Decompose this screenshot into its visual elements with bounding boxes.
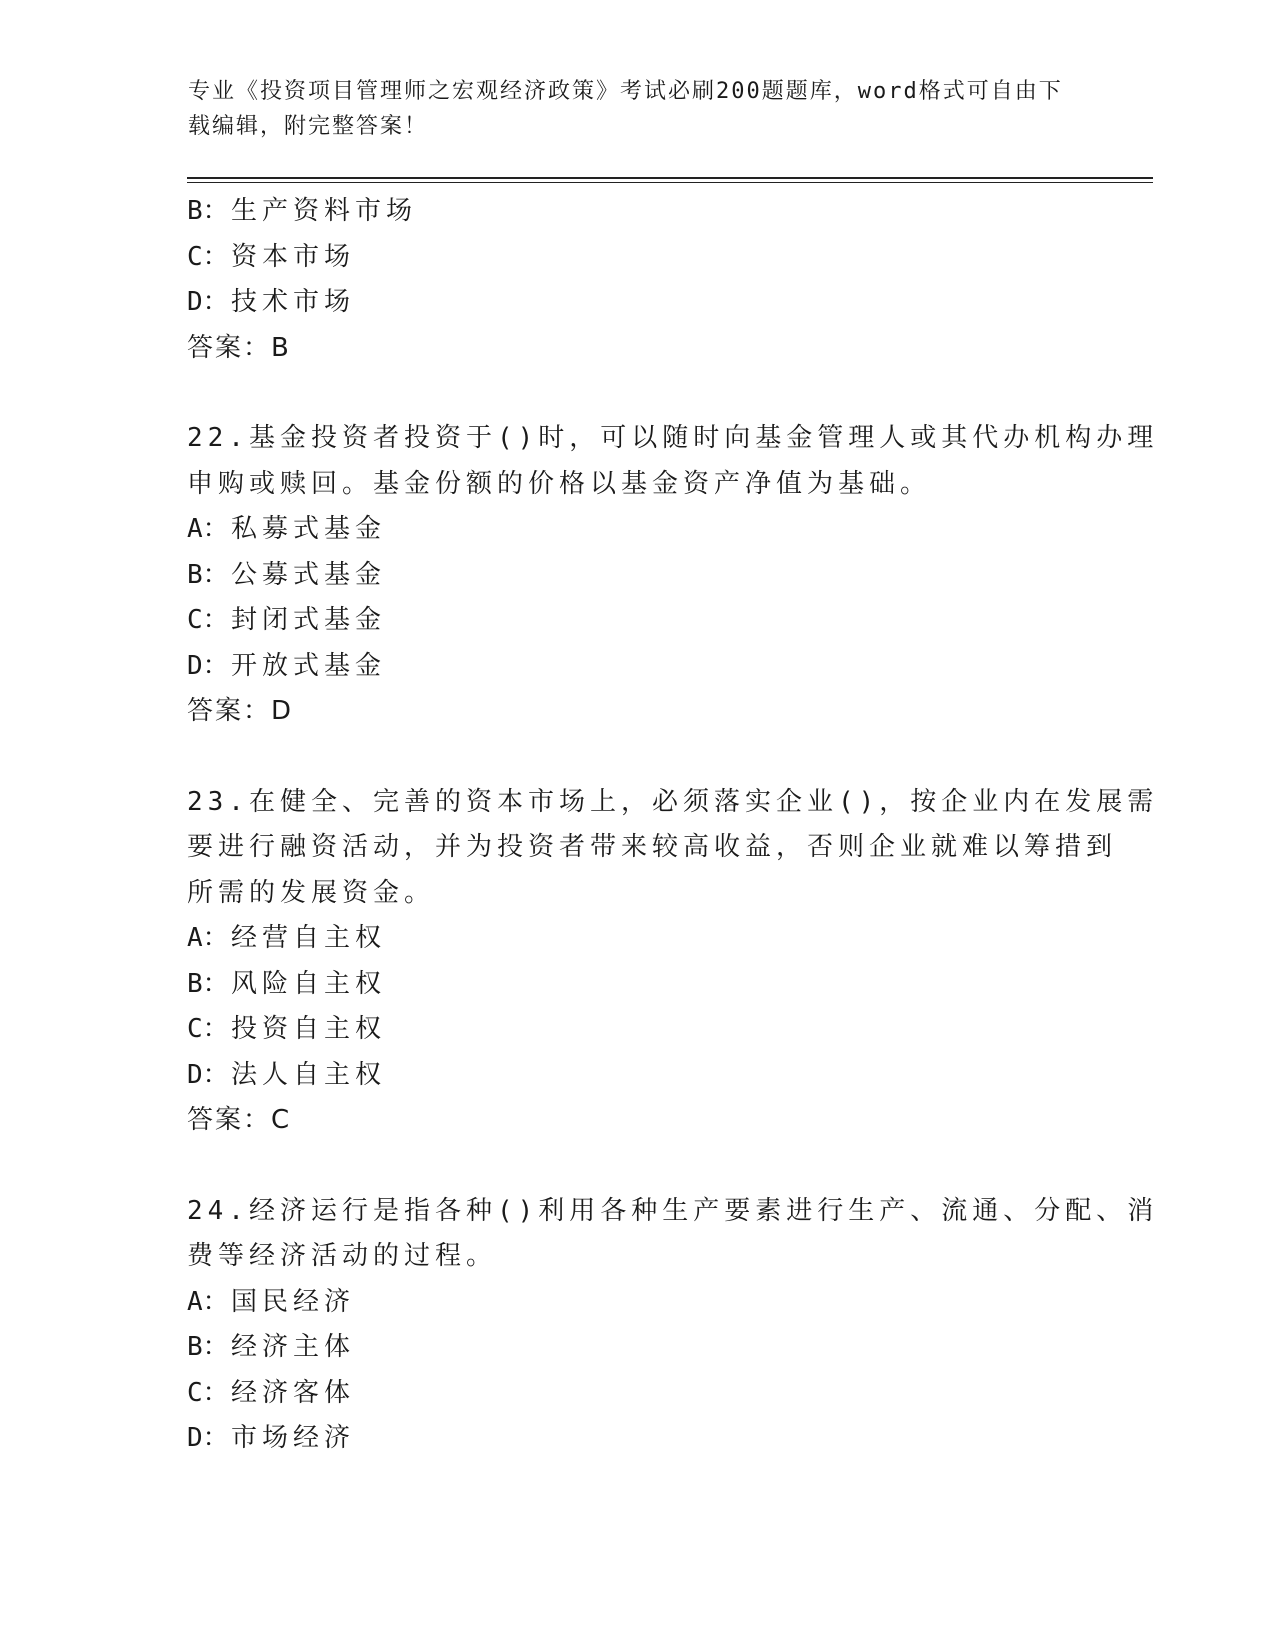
option-c — [187, 598, 1087, 644]
option-b — [187, 1325, 1087, 1371]
option-key: B： — [187, 968, 229, 999]
option-key: B： — [187, 559, 229, 590]
option-text: 市场经济 — [231, 1423, 356, 1453]
option-text: 生产资料市场 — [231, 196, 418, 226]
question-23 — [187, 780, 1159, 1144]
question-text-line: 24.经济运行是指各种()利用各种生产要素进行生产、流通、分配、消 — [187, 1195, 1159, 1226]
option-text: 开放式基金 — [231, 650, 387, 681]
option-key: C： — [187, 605, 229, 635]
option-key: D： — [187, 1059, 229, 1090]
question-text-line: 要进行融资活动，并为投资者带来较高收益，否则企业就难以筹措到 — [187, 832, 1118, 862]
option-key: A： — [187, 514, 229, 544]
option-d — [187, 1053, 1087, 1099]
question-text-line: 23.在健全、完善的资本市场上，必须落实企业()，按企业内在发展需 — [187, 786, 1159, 817]
answer: 答案：C — [187, 1105, 292, 1135]
option-text: 经济客体 — [231, 1377, 356, 1408]
question-text-line: 所需的发展资金。 — [187, 877, 436, 908]
option-text: 资本市场 — [231, 241, 356, 272]
option-text: 国民经济 — [231, 1286, 356, 1317]
option-text: 风险自主权 — [231, 968, 387, 999]
option-d — [187, 1416, 1087, 1462]
option-text: 封闭式基金 — [231, 605, 387, 635]
option-text: 法人自主权 — [231, 1059, 387, 1090]
option-d — [187, 644, 1087, 690]
option-key: D： — [187, 287, 229, 317]
header-rule-thick — [187, 177, 1153, 179]
option-key: D： — [187, 650, 229, 681]
header-rule-thin — [187, 182, 1153, 183]
option-text: 经营自主权 — [231, 923, 387, 953]
answer: 答案：D — [187, 696, 294, 726]
option-a — [187, 1280, 1087, 1326]
option-key: C： — [187, 241, 229, 272]
option-key: B： — [187, 1332, 229, 1362]
option-key: B： — [187, 196, 229, 226]
option-a — [187, 916, 1087, 962]
option-text: 技术市场 — [231, 287, 356, 317]
question-21-continued — [187, 189, 1087, 371]
option-key: A： — [187, 1286, 229, 1317]
option-c — [187, 235, 1087, 281]
question-text-line: 22.基金投资者投资于()时，可以随时向基金管理人或其代办机构办理 — [187, 423, 1159, 453]
question-24 — [187, 1189, 1159, 1462]
option-a — [187, 507, 1087, 553]
option-key: D： — [187, 1423, 229, 1453]
question-content — [187, 189, 1159, 1462]
option-text: 公募式基金 — [231, 559, 387, 590]
option-key: C： — [187, 1014, 229, 1044]
option-b — [187, 189, 1087, 235]
question-22 — [187, 416, 1159, 735]
question-text-line: 申购或赎回。基金份额的价格以基金资产净值为基础。 — [187, 468, 932, 499]
option-b — [187, 553, 1087, 599]
option-key: A： — [187, 923, 229, 953]
document-header: 专业《投资项目管理师之宏观经济政策》考试必刷200题题库，word格式可自由下载编辑，附完整答案！ — [188, 79, 1063, 139]
option-b — [187, 962, 1087, 1008]
question-text-line: 费等经济活动的过程。 — [187, 1241, 498, 1271]
option-d — [187, 280, 1087, 326]
option-text: 经济主体 — [231, 1332, 356, 1362]
option-c — [187, 1371, 1087, 1417]
option-text: 私募式基金 — [231, 514, 387, 544]
option-key: C： — [187, 1377, 229, 1408]
option-c — [187, 1007, 1087, 1053]
answer: 答案：B — [187, 332, 291, 363]
option-text: 投资自主权 — [231, 1014, 387, 1044]
